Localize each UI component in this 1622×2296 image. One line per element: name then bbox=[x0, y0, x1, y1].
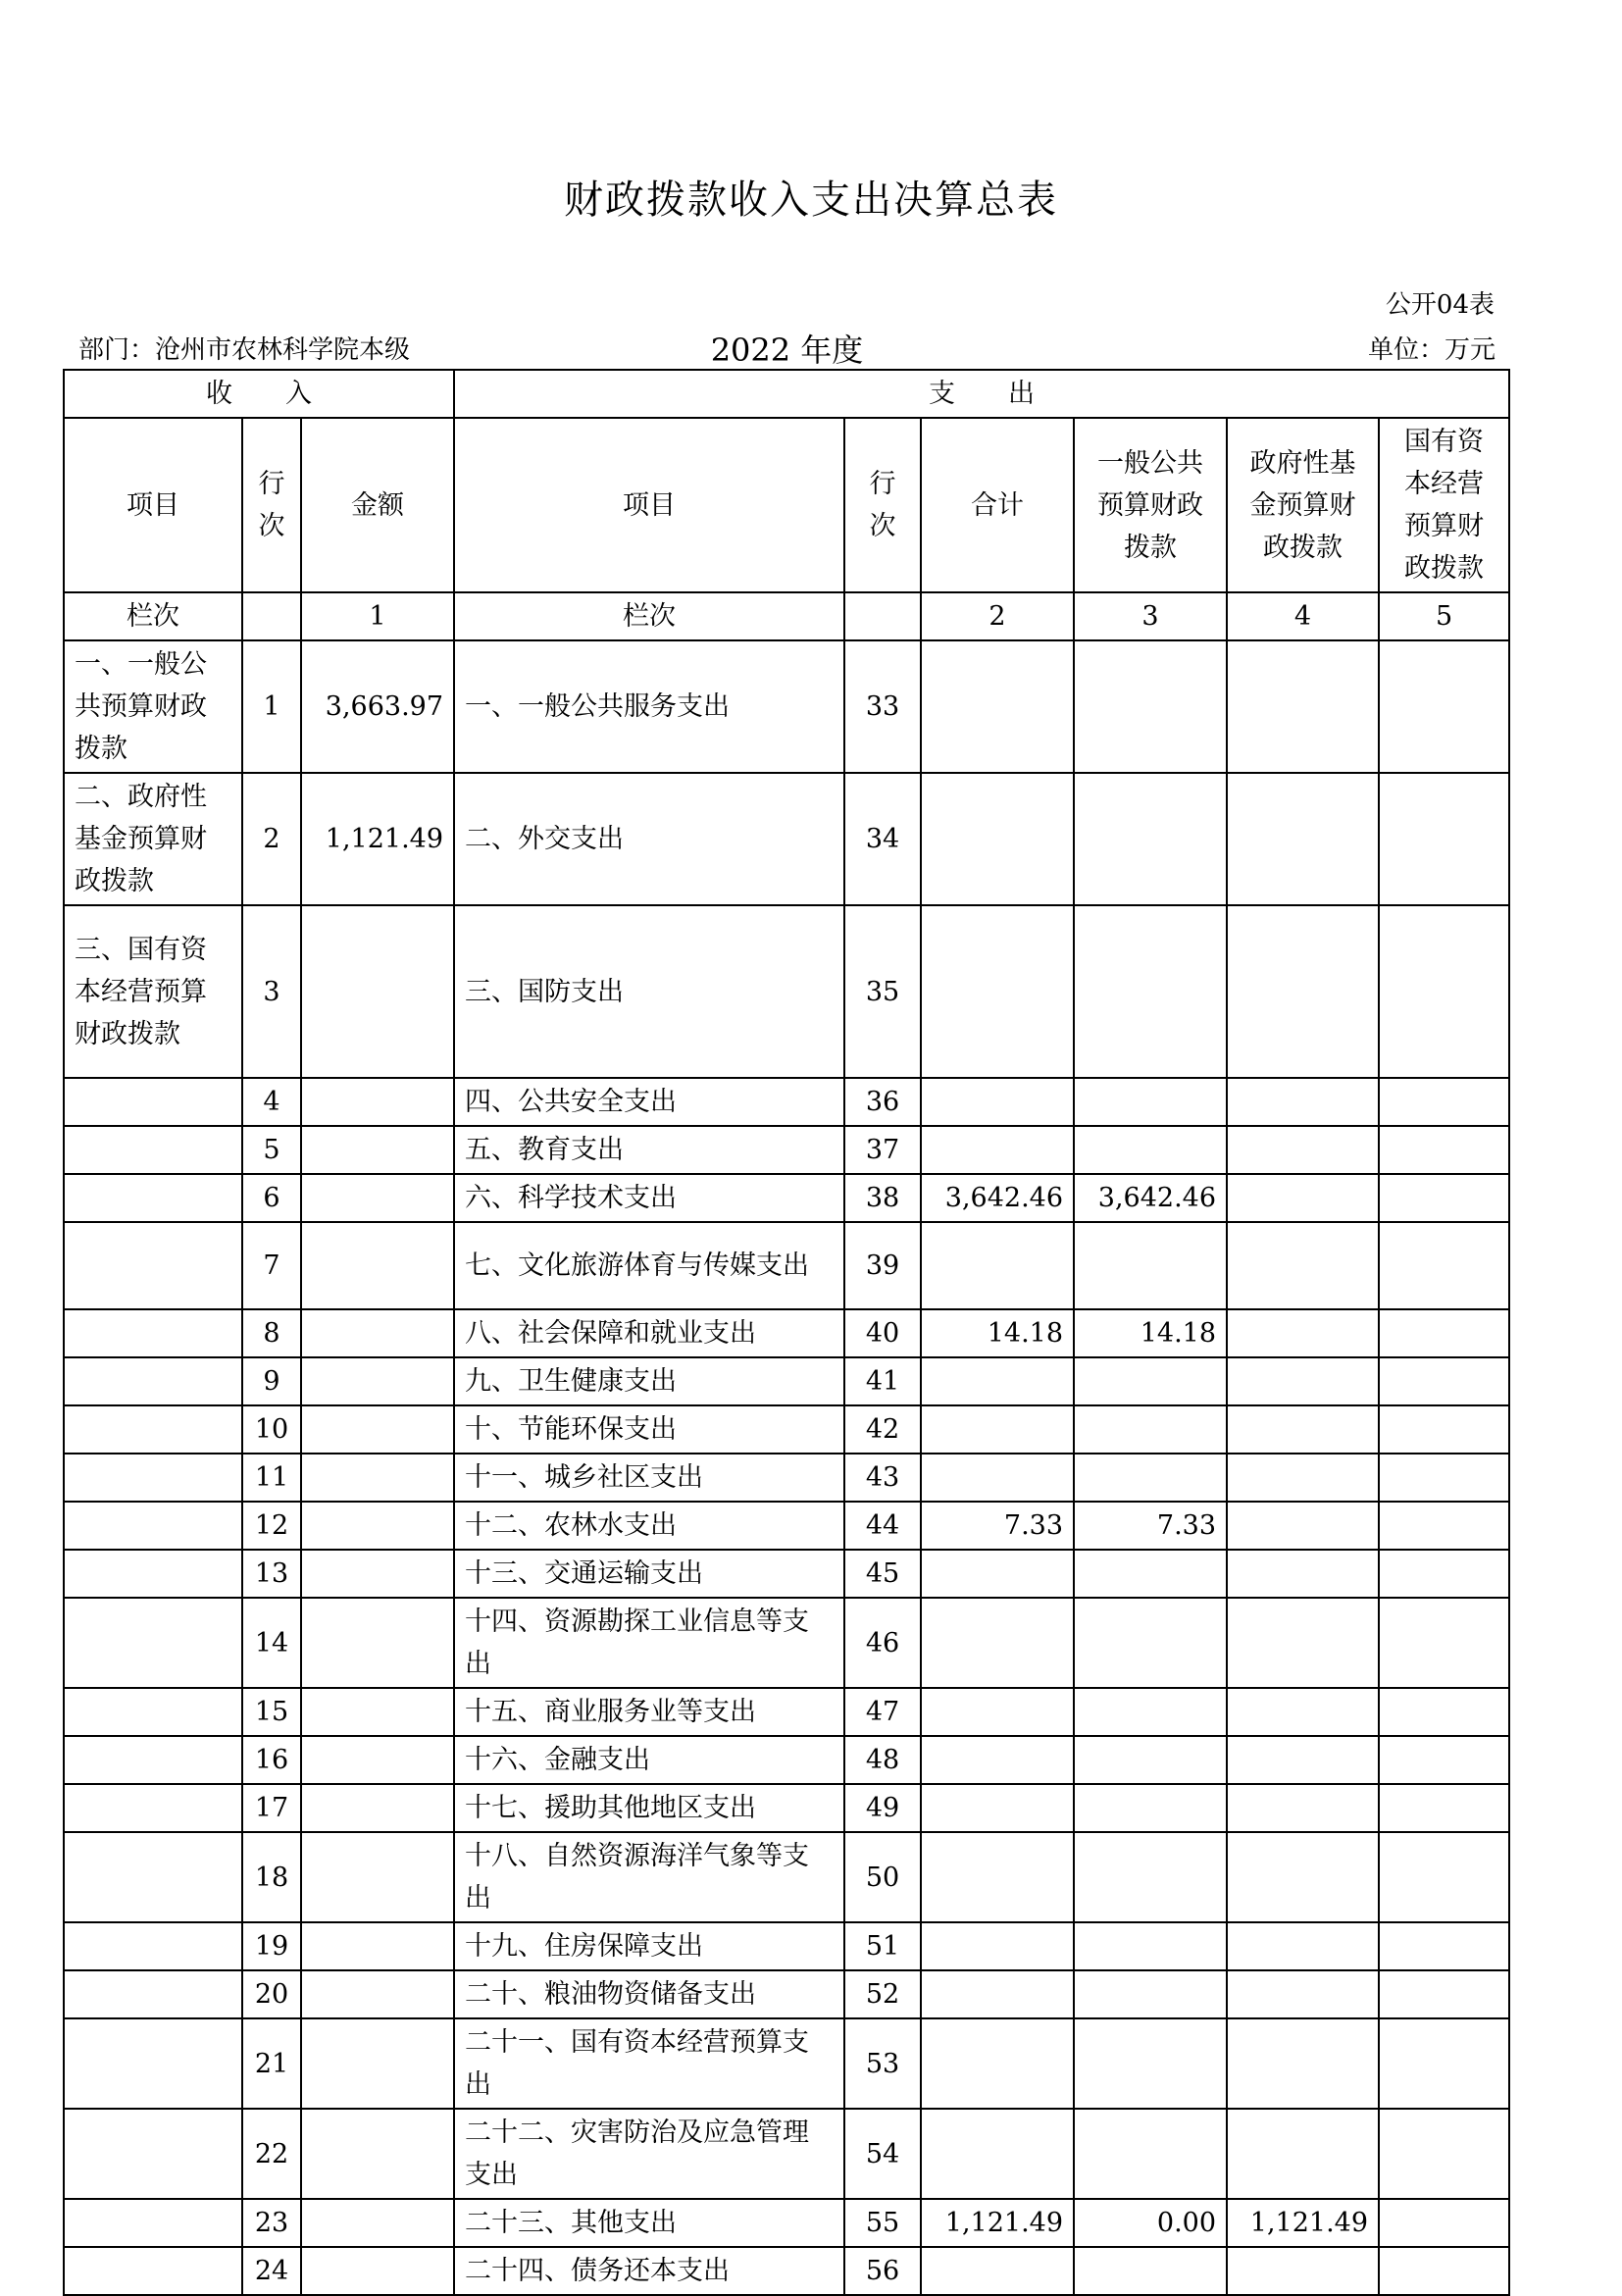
gov-fund-amount bbox=[1227, 2109, 1379, 2199]
income-amount bbox=[301, 1550, 454, 1598]
expense-row-number: 46 bbox=[844, 1598, 921, 1688]
expense-row-number: 54 bbox=[844, 2109, 921, 2199]
income-item bbox=[64, 2109, 242, 2199]
income-item bbox=[64, 1784, 242, 1832]
expense-item: 十一、城乡社区支出 bbox=[454, 1454, 844, 1502]
general-budget-amount bbox=[1074, 1736, 1227, 1784]
index-row bbox=[64, 592, 1509, 640]
income-row-number: 23 bbox=[242, 2199, 301, 2247]
expense-item-header: 项目 bbox=[454, 418, 844, 592]
gov-fund-amount bbox=[1227, 1832, 1379, 1922]
state-capital-amount bbox=[1379, 1174, 1509, 1222]
expense-row-number: 53 bbox=[844, 2018, 921, 2109]
expense-item: 二十、粮油物资储备支出 bbox=[454, 1970, 844, 2018]
income-row-number: 16 bbox=[242, 1736, 301, 1784]
income-amount bbox=[301, 1784, 454, 1832]
gov-fund-amount bbox=[1227, 2018, 1379, 2109]
income-row-number: 7 bbox=[242, 1222, 301, 1309]
expense-total bbox=[921, 1078, 1074, 1126]
income-item bbox=[64, 1126, 242, 1174]
state-capital-amount bbox=[1379, 1405, 1509, 1454]
state-capital-amount bbox=[1379, 905, 1509, 1078]
income-amount bbox=[301, 1078, 454, 1126]
table-row bbox=[64, 2018, 1509, 2109]
expense-total bbox=[921, 1688, 1074, 1736]
income-amount bbox=[301, 1126, 454, 1174]
gov-fund-amount bbox=[1227, 1078, 1379, 1126]
income-row-number: 11 bbox=[242, 1454, 301, 1502]
index-income-amount: 1 bbox=[301, 592, 454, 640]
income-amount bbox=[301, 2109, 454, 2199]
group-header-row bbox=[64, 370, 1509, 418]
column-header-row bbox=[64, 418, 1509, 592]
general-budget-amount: 14.18 bbox=[1074, 1309, 1227, 1357]
general-budget-amount bbox=[1074, 1598, 1227, 1688]
expense-row-number: 39 bbox=[844, 1222, 921, 1309]
income-item bbox=[64, 1357, 242, 1405]
income-row-number: 6 bbox=[242, 1174, 301, 1222]
income-row-number: 22 bbox=[242, 2109, 301, 2199]
gov-fund-amount bbox=[1227, 1922, 1379, 1970]
expense-total bbox=[921, 1405, 1074, 1454]
expense-item: 七、文化旅游体育与传媒支出 bbox=[454, 1222, 844, 1309]
income-item: 一、一般公共预算财政拨款 bbox=[64, 640, 242, 773]
gov-fund-amount bbox=[1227, 1502, 1379, 1550]
income-item: 三、国有资本经营预算财政拨款 bbox=[64, 905, 242, 1078]
table-row bbox=[64, 1970, 1509, 2018]
expense-item: 六、科学技术支出 bbox=[454, 1174, 844, 1222]
gov-fund-amount bbox=[1227, 1454, 1379, 1502]
general-budget-header: 一般公共预算财政拨款 bbox=[1074, 418, 1227, 592]
income-item bbox=[64, 1222, 242, 1309]
expense-item: 五、教育支出 bbox=[454, 1126, 844, 1174]
gov-fund-amount bbox=[1227, 1309, 1379, 1357]
income-item bbox=[64, 1832, 242, 1922]
table-row bbox=[64, 640, 1509, 773]
expense-item: 十八、自然资源海洋气象等支出 bbox=[454, 1832, 844, 1922]
expense-item: 九、卫生健康支出 bbox=[454, 1357, 844, 1405]
expense-item: 十五、商业服务业等支出 bbox=[454, 1688, 844, 1736]
expense-row-number: 33 bbox=[844, 640, 921, 773]
general-budget-amount bbox=[1074, 1405, 1227, 1454]
gov-fund-amount bbox=[1227, 1174, 1379, 1222]
expense-item: 十、节能环保支出 bbox=[454, 1405, 844, 1454]
general-budget-amount bbox=[1074, 1078, 1227, 1126]
index-label: 栏次 bbox=[64, 592, 242, 640]
gov-fund-amount bbox=[1227, 1784, 1379, 1832]
general-budget-amount bbox=[1074, 1688, 1227, 1736]
income-amount: 1,121.49 bbox=[301, 773, 454, 905]
table-row bbox=[64, 1598, 1509, 1688]
expense-total: 3,642.46 bbox=[921, 1174, 1074, 1222]
income-item bbox=[64, 1454, 242, 1502]
unit-label: 单位：万元 bbox=[1367, 335, 1495, 365]
gov-fund-amount bbox=[1227, 1405, 1379, 1454]
income-amount bbox=[301, 2199, 454, 2247]
general-budget-amount bbox=[1074, 2247, 1227, 2295]
table-row bbox=[64, 2199, 1509, 2247]
state-capital-amount bbox=[1379, 1784, 1509, 1832]
income-amount bbox=[301, 1454, 454, 1502]
income-item bbox=[64, 1405, 242, 1454]
index-empty bbox=[844, 592, 921, 640]
expense-row-number: 38 bbox=[844, 1174, 921, 1222]
total-header: 合计 bbox=[921, 418, 1074, 592]
table-row bbox=[64, 1078, 1509, 1126]
budget-table bbox=[63, 369, 1510, 2296]
expense-row-number: 36 bbox=[844, 1078, 921, 1126]
income-amount bbox=[301, 2247, 454, 2295]
income-row-number: 17 bbox=[242, 1784, 301, 1832]
income-row-number: 9 bbox=[242, 1357, 301, 1405]
table-row bbox=[64, 1784, 1509, 1832]
expense-total bbox=[921, 1126, 1074, 1174]
expense-row-number: 48 bbox=[844, 1736, 921, 1784]
expense-row-number: 43 bbox=[844, 1454, 921, 1502]
income-item bbox=[64, 2018, 242, 2109]
income-row-number: 4 bbox=[242, 1078, 301, 1126]
gov-fund-amount bbox=[1227, 1126, 1379, 1174]
expense-total bbox=[921, 640, 1074, 773]
table-row bbox=[64, 1222, 1509, 1309]
expense-item: 二十三、其他支出 bbox=[454, 2199, 844, 2247]
state-capital-amount bbox=[1379, 1598, 1509, 1688]
general-budget-amount bbox=[1074, 1550, 1227, 1598]
expense-total bbox=[921, 1357, 1074, 1405]
state-capital-amount bbox=[1379, 2018, 1509, 2109]
general-budget-amount bbox=[1074, 905, 1227, 1078]
table-row bbox=[64, 1688, 1509, 1736]
income-amount bbox=[301, 1502, 454, 1550]
general-budget-amount bbox=[1074, 1454, 1227, 1502]
table-row bbox=[64, 2109, 1509, 2199]
gov-fund-amount bbox=[1227, 1736, 1379, 1784]
income-item-header: 项目 bbox=[64, 418, 242, 592]
income-item bbox=[64, 1309, 242, 1357]
expense-item: 二十二、灾害防治及应急管理支出 bbox=[454, 2109, 844, 2199]
income-row-number: 21 bbox=[242, 2018, 301, 2109]
expense-total: 1,121.49 bbox=[921, 2199, 1074, 2247]
expense-total bbox=[921, 1832, 1074, 1922]
general-budget-amount bbox=[1074, 1222, 1227, 1309]
form-number: 公开04表 bbox=[1385, 290, 1495, 320]
general-budget-amount bbox=[1074, 1970, 1227, 2018]
income-amount bbox=[301, 2018, 454, 2109]
table-row bbox=[64, 1126, 1509, 1174]
income-item bbox=[64, 1598, 242, 1688]
income-amount bbox=[301, 905, 454, 1078]
income-row-number: 12 bbox=[242, 1502, 301, 1550]
income-amount bbox=[301, 1598, 454, 1688]
expense-row-number: 56 bbox=[844, 2247, 921, 2295]
income-item bbox=[64, 1174, 242, 1222]
table-row bbox=[64, 1502, 1509, 1550]
general-budget-amount bbox=[1074, 773, 1227, 905]
state-capital-amount bbox=[1379, 1454, 1509, 1502]
expense-total bbox=[921, 1454, 1074, 1502]
expense-row-number: 55 bbox=[844, 2199, 921, 2247]
income-header: 收 入 bbox=[64, 370, 454, 418]
table-row bbox=[64, 1550, 1509, 1598]
expense-row-number: 52 bbox=[844, 1970, 921, 2018]
income-item: 二、政府性基金预算财政拨款 bbox=[64, 773, 242, 905]
expense-row-number: 51 bbox=[844, 1922, 921, 1970]
expense-item: 十六、金融支出 bbox=[454, 1736, 844, 1784]
state-capital-amount bbox=[1379, 640, 1509, 773]
expense-row-number: 40 bbox=[844, 1309, 921, 1357]
state-capital-amount bbox=[1379, 1502, 1509, 1550]
gov-fund-amount bbox=[1227, 905, 1379, 1078]
expense-item: 一、一般公共服务支出 bbox=[454, 640, 844, 773]
table-row bbox=[64, 2247, 1509, 2295]
state-capital-amount bbox=[1379, 2199, 1509, 2247]
table-row bbox=[64, 905, 1509, 1078]
gov-fund-amount bbox=[1227, 1970, 1379, 2018]
income-amount bbox=[301, 1309, 454, 1357]
expense-row-number: 50 bbox=[844, 1832, 921, 1922]
expense-row-number: 34 bbox=[844, 773, 921, 905]
expense-row-number: 45 bbox=[844, 1550, 921, 1598]
expense-item: 二、外交支出 bbox=[454, 773, 844, 905]
income-amount bbox=[301, 1222, 454, 1309]
expense-row-header: 行次 bbox=[844, 418, 921, 592]
index-general: 3 bbox=[1074, 592, 1227, 640]
gov-fund-amount bbox=[1227, 1688, 1379, 1736]
gov-fund-amount bbox=[1227, 1598, 1379, 1688]
expense-item: 八、社会保障和就业支出 bbox=[454, 1309, 844, 1357]
index-empty bbox=[242, 592, 301, 640]
expense-row-number: 49 bbox=[844, 1784, 921, 1832]
gov-fund-amount bbox=[1227, 1550, 1379, 1598]
state-capital-amount bbox=[1379, 1126, 1509, 1174]
gov-fund-amount bbox=[1227, 2247, 1379, 2295]
income-amount bbox=[301, 1357, 454, 1405]
state-capital-amount bbox=[1379, 1688, 1509, 1736]
expense-total bbox=[921, 1550, 1074, 1598]
income-item bbox=[64, 1970, 242, 2018]
state-capital-amount bbox=[1379, 1550, 1509, 1598]
index-state-capital: 5 bbox=[1379, 592, 1509, 640]
income-row-number: 14 bbox=[242, 1598, 301, 1688]
expense-item: 十三、交通运输支出 bbox=[454, 1550, 844, 1598]
expense-item: 十二、农林水支出 bbox=[454, 1502, 844, 1550]
income-item bbox=[64, 2199, 242, 2247]
state-capital-amount bbox=[1379, 1357, 1509, 1405]
index-gov-fund: 4 bbox=[1227, 592, 1379, 640]
expense-item: 二十一、国有资本经营预算支出 bbox=[454, 2018, 844, 2109]
expense-item: 四、公共安全支出 bbox=[454, 1078, 844, 1126]
table-row bbox=[64, 1174, 1509, 1222]
index-label: 栏次 bbox=[454, 592, 844, 640]
income-row-number: 20 bbox=[242, 1970, 301, 2018]
income-row-number: 10 bbox=[242, 1405, 301, 1454]
income-row-number: 19 bbox=[242, 1922, 301, 1970]
table-row bbox=[64, 1405, 1509, 1454]
general-budget-amount bbox=[1074, 1832, 1227, 1922]
income-row-number: 3 bbox=[242, 905, 301, 1078]
expense-item: 二十四、债务还本支出 bbox=[454, 2247, 844, 2295]
table-row bbox=[64, 1922, 1509, 1970]
index-total: 2 bbox=[921, 592, 1074, 640]
expense-row-number: 44 bbox=[844, 1502, 921, 1550]
expense-total bbox=[921, 1222, 1074, 1309]
expense-row-number: 42 bbox=[844, 1405, 921, 1454]
expense-total bbox=[921, 2018, 1074, 2109]
income-row-number: 2 bbox=[242, 773, 301, 905]
table-row bbox=[64, 1832, 1509, 1922]
expense-item: 三、国防支出 bbox=[454, 905, 844, 1078]
state-capital-amount bbox=[1379, 773, 1509, 905]
income-item bbox=[64, 1736, 242, 1784]
expense-total bbox=[921, 2247, 1074, 2295]
gov-fund-amount bbox=[1227, 773, 1379, 905]
income-amount-header: 金额 bbox=[301, 418, 454, 592]
expense-total: 7.33 bbox=[921, 1502, 1074, 1550]
income-row-header: 行次 bbox=[242, 418, 301, 592]
expense-total bbox=[921, 1922, 1074, 1970]
general-budget-amount bbox=[1074, 1126, 1227, 1174]
income-row-number: 18 bbox=[242, 1832, 301, 1922]
income-row-number: 5 bbox=[242, 1126, 301, 1174]
income-item bbox=[64, 1922, 242, 1970]
report-meta bbox=[78, 326, 1495, 369]
expense-row-number: 35 bbox=[844, 905, 921, 1078]
general-budget-amount bbox=[1074, 2109, 1227, 2199]
income-amount bbox=[301, 1832, 454, 1922]
general-budget-amount bbox=[1074, 640, 1227, 773]
income-amount bbox=[301, 1970, 454, 2018]
expense-row-number: 37 bbox=[844, 1126, 921, 1174]
expense-total bbox=[921, 1598, 1074, 1688]
table-row bbox=[64, 1736, 1509, 1784]
expense-header: 支 出 bbox=[454, 370, 1509, 418]
gov-fund-amount: 1,121.49 bbox=[1227, 2199, 1379, 2247]
income-item bbox=[64, 2247, 242, 2295]
income-row-number: 13 bbox=[242, 1550, 301, 1598]
income-item bbox=[64, 1550, 242, 1598]
state-capital-amount bbox=[1379, 1222, 1509, 1309]
department-label: 部门：沧州市农林科学院本级 bbox=[78, 335, 411, 365]
income-row-number: 8 bbox=[242, 1309, 301, 1357]
general-budget-amount: 7.33 bbox=[1074, 1502, 1227, 1550]
table-row bbox=[64, 773, 1509, 905]
income-item bbox=[64, 1688, 242, 1736]
state-capital-amount bbox=[1379, 2109, 1509, 2199]
state-capital-amount bbox=[1379, 2247, 1509, 2295]
gov-fund-header: 政府性基金预算财政拨款 bbox=[1227, 418, 1379, 592]
income-amount bbox=[301, 1922, 454, 1970]
expense-total bbox=[921, 1736, 1074, 1784]
expense-total bbox=[921, 1784, 1074, 1832]
state-capital-amount bbox=[1379, 1970, 1509, 2018]
expense-total: 14.18 bbox=[921, 1309, 1074, 1357]
income-amount: 3,663.97 bbox=[301, 640, 454, 773]
income-amount bbox=[301, 1405, 454, 1454]
expense-item: 十七、援助其他地区支出 bbox=[454, 1784, 844, 1832]
table-row bbox=[64, 1454, 1509, 1502]
expense-total bbox=[921, 1970, 1074, 2018]
expense-total bbox=[921, 905, 1074, 1078]
page-title: 财政拨款收入支出决算总表 bbox=[564, 178, 1058, 223]
expense-total bbox=[921, 773, 1074, 905]
income-item bbox=[64, 1502, 242, 1550]
table-row bbox=[64, 1309, 1509, 1357]
income-amount bbox=[301, 1736, 454, 1784]
gov-fund-amount bbox=[1227, 640, 1379, 773]
state-capital-amount bbox=[1379, 1309, 1509, 1357]
state-capital-header: 国有资本经营预算财政拨款 bbox=[1379, 418, 1509, 592]
income-amount bbox=[301, 1688, 454, 1736]
expense-row-number: 47 bbox=[844, 1688, 921, 1736]
income-amount bbox=[301, 1174, 454, 1222]
income-row-number: 1 bbox=[242, 640, 301, 773]
expense-row-number: 41 bbox=[844, 1357, 921, 1405]
state-capital-amount bbox=[1379, 1078, 1509, 1126]
gov-fund-amount bbox=[1227, 1222, 1379, 1309]
expense-item: 十九、住房保障支出 bbox=[454, 1922, 844, 1970]
state-capital-amount bbox=[1379, 1832, 1509, 1922]
income-row-number: 15 bbox=[242, 1688, 301, 1736]
state-capital-amount bbox=[1379, 1922, 1509, 1970]
income-row-number: 24 bbox=[242, 2247, 301, 2295]
general-budget-amount bbox=[1074, 1784, 1227, 1832]
state-capital-amount bbox=[1379, 1736, 1509, 1784]
general-budget-amount bbox=[1074, 1357, 1227, 1405]
general-budget-amount bbox=[1074, 1922, 1227, 1970]
fiscal-year: 2022 年度 bbox=[710, 332, 864, 369]
general-budget-amount bbox=[1074, 2018, 1227, 2109]
general-budget-amount: 0.00 bbox=[1074, 2199, 1227, 2247]
expense-total bbox=[921, 2109, 1074, 2199]
income-item bbox=[64, 1078, 242, 1126]
table-row bbox=[64, 1357, 1509, 1405]
expense-item: 十四、资源勘探工业信息等支出 bbox=[454, 1598, 844, 1688]
general-budget-amount: 3,642.46 bbox=[1074, 1174, 1227, 1222]
gov-fund-amount bbox=[1227, 1357, 1379, 1405]
